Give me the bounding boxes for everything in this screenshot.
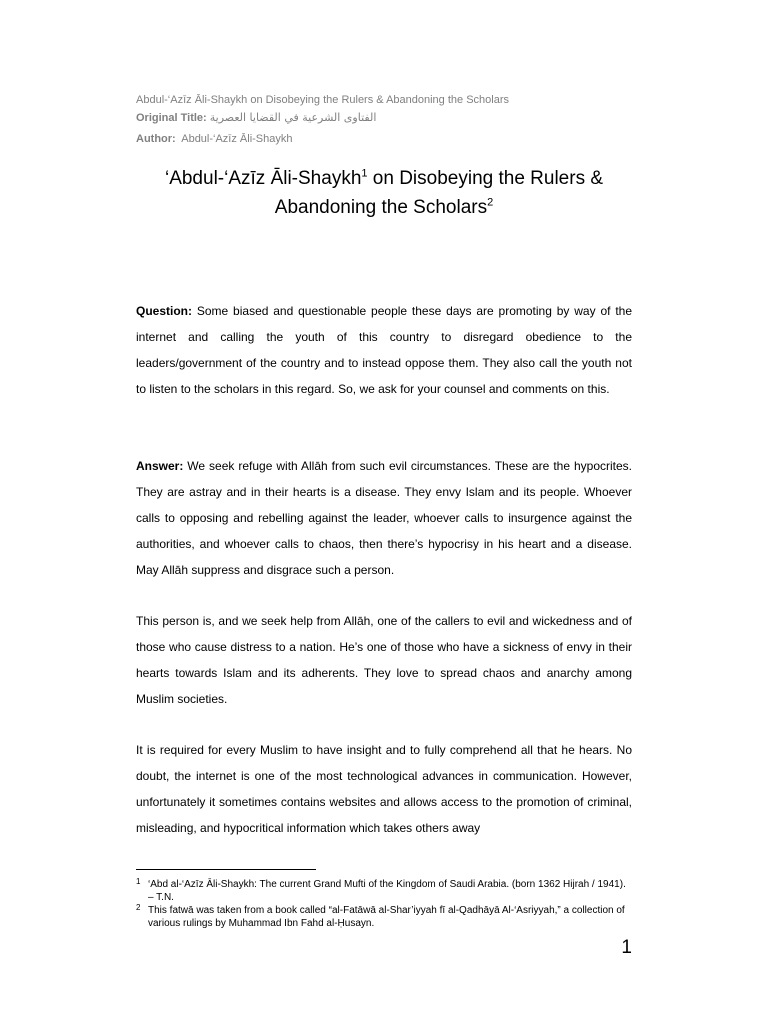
footnote-ref-1[interactable]: 1 bbox=[361, 167, 368, 180]
original-title-value: الفتاوى الشرعية في القضايا العصرية bbox=[209, 111, 377, 124]
original-title-label: Original Title: bbox=[136, 112, 207, 124]
header-author bbox=[136, 133, 293, 145]
footnote-number: 2 bbox=[136, 903, 141, 912]
author-label: Author: bbox=[136, 133, 176, 145]
footnote-text: ‘Abd al-‘Azīz Āli-Shaykh: The current Grand Mufti of the Kingdom of Saudi Arabia. (born 1362 Hijrah / 1941). – T.N. bbox=[148, 879, 626, 903]
answer-label: Answer: bbox=[136, 459, 184, 473]
body-paragraph: This person is, and we seek help from Allāh, one of the callers to evil and wickedness and of those who cause distress to a nation. He’s one of those who have a sickness of envy in their hearts towards Islam and its adherents. They love to spread chaos and anarchy among Muslim societies. bbox=[136, 614, 632, 706]
page-title bbox=[100, 164, 668, 222]
answer-paragraph bbox=[136, 453, 632, 583]
footnote-number: 1 bbox=[136, 877, 141, 886]
page-number: 1 bbox=[621, 937, 632, 958]
title-line-1: ‘Abdul-‘Azīz Āli-Shaykh$^1$ on Disobeying the Rulers & bbox=[164, 167, 604, 189]
footnote-text: This fatwā was taken from a book called “al-Fatāwā al-Shar’iyyah fī al-Qadhāyā Al-‘Asriyyah,” a collection of various rulings by Muhammad Ibn Fahd al-Ḥusayn. bbox=[148, 905, 625, 929]
question-label: Question: bbox=[136, 304, 192, 318]
question-paragraph bbox=[136, 298, 632, 402]
footnote-1 bbox=[136, 878, 632, 904]
author-value: Abdul-‘Azīz Āli-Shaykh bbox=[181, 133, 293, 145]
answer-text: We seek refuge with Allāh from such evil circumstances. These are the hypocrites. They are astray and in their hearts is a disease. They envy Islam and its people. Whoever calls to opposing and rebelling against the leader, whoever calls to insurgence against the authorities, and whoever calls to chaos, then there’s hypocrisy in his heart and a disease. May Allāh suppress and disgrace such a person. bbox=[136, 459, 632, 577]
question-text: Some biased and questionable people these days are promoting by way of the internet and calling the youth of this country to disregard obedience to the leaders/government of the country and to instead oppose them. They also call the youth not to listen to the scholars in this regard. So, we ask for your counsel and comments on this. bbox=[136, 304, 632, 396]
footnote-divider bbox=[136, 869, 316, 870]
body-paragraph: It is required for every Muslim to have insight and to fully comprehend all that he hears. No doubt, the internet is one of the most technological advances in communication. However, unfortunately it sometimes contains websites and allows access to the promotion of criminal, misleading, and hypocritical information which takes others away bbox=[136, 743, 632, 835]
header-original-title bbox=[136, 111, 376, 124]
title-line-2: Abandoning the Scholars$^2$ bbox=[274, 196, 494, 218]
footnote-ref-2[interactable]: 2 bbox=[487, 196, 494, 209]
footnote-2 bbox=[136, 904, 632, 930]
header-doc-line: Abdul-‘Azīz Āli-Shaykh on Disobeying the Rulers & Abandoning the Scholars bbox=[136, 94, 509, 106]
